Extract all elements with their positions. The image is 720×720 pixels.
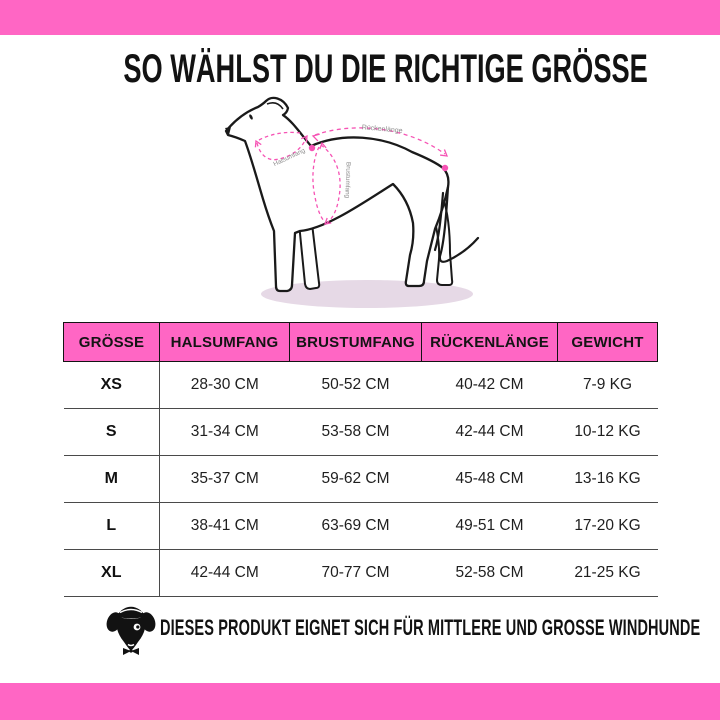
weight-value: 7-9 KG — [558, 362, 658, 409]
table-row-xl — [64, 550, 658, 597]
dog-measurement-diagram — [140, 95, 540, 317]
back-value: 52-58 CM — [422, 550, 558, 597]
column-header-gewicht: GEWICHT — [558, 323, 658, 362]
neck-value: 35-37 CM — [160, 456, 290, 503]
size-table — [63, 322, 658, 597]
back-value: 45-48 CM — [422, 456, 558, 503]
neck-value: 38-41 CM — [160, 503, 290, 550]
back-length-label: Rückenlänge — [361, 124, 403, 135]
neck-value: 31-34 CM — [160, 409, 290, 456]
neck-value: 28-30 CM — [160, 362, 290, 409]
back-value: 40-42 CM — [422, 362, 558, 409]
size-label: M — [64, 456, 160, 503]
neck-girth-label: Halsumfang — [272, 147, 307, 169]
bottom-accent-bar — [0, 683, 720, 720]
page-title — [0, 47, 720, 92]
chest-value: 63-69 CM — [290, 503, 422, 550]
withers-point — [309, 145, 315, 151]
size-label: S — [64, 409, 160, 456]
chest-girth-label: Brustumfang — [343, 161, 352, 199]
footer-note — [106, 599, 701, 657]
weight-value: 10-12 KG — [558, 409, 658, 456]
neck-value: 42-44 CM — [160, 550, 290, 597]
column-header-rueckenlaenge: RÜCKENLÄNGE — [422, 323, 558, 362]
table-row-l — [64, 503, 658, 550]
column-header-groesse: GRÖSSE — [64, 323, 160, 362]
footer-note-text: DIESES PRODUKT EIGNET SICH FÜR MITTLERE UND GROSSE WINDHUNDE — [160, 615, 701, 640]
chest-value: 70-77 CM — [290, 550, 422, 597]
column-header-brustumfang: BRUSTUMFANG — [290, 323, 422, 362]
dog-illustration — [140, 95, 540, 317]
dog-body-outline — [226, 98, 448, 291]
tail-base-point — [442, 165, 448, 171]
size-label: XL — [64, 550, 160, 597]
back-value: 42-44 CM — [422, 409, 558, 456]
size-label: L — [64, 503, 160, 550]
page-title-text: SO WÄHLST DU DIE RICHTIGE GRÖSSE — [123, 47, 648, 91]
column-header-halsumfang: HALSUMFANG — [160, 323, 290, 362]
back-value: 49-51 CM — [422, 503, 558, 550]
chest-value: 59-62 CM — [290, 456, 422, 503]
weight-value: 13-16 KG — [558, 456, 658, 503]
chest-value: 53-58 CM — [290, 409, 422, 456]
top-accent-bar — [0, 0, 720, 35]
table-row-m — [64, 456, 658, 503]
weight-value: 17-20 KG — [558, 503, 658, 550]
table-row-s — [64, 409, 658, 456]
chest-value: 50-52 CM — [290, 362, 422, 409]
size-table-header — [64, 323, 658, 362]
table-row-xs — [64, 362, 658, 409]
weight-value: 21-25 KG — [558, 550, 658, 597]
size-label: XS — [64, 362, 160, 409]
dog-head-icon — [106, 600, 156, 656]
